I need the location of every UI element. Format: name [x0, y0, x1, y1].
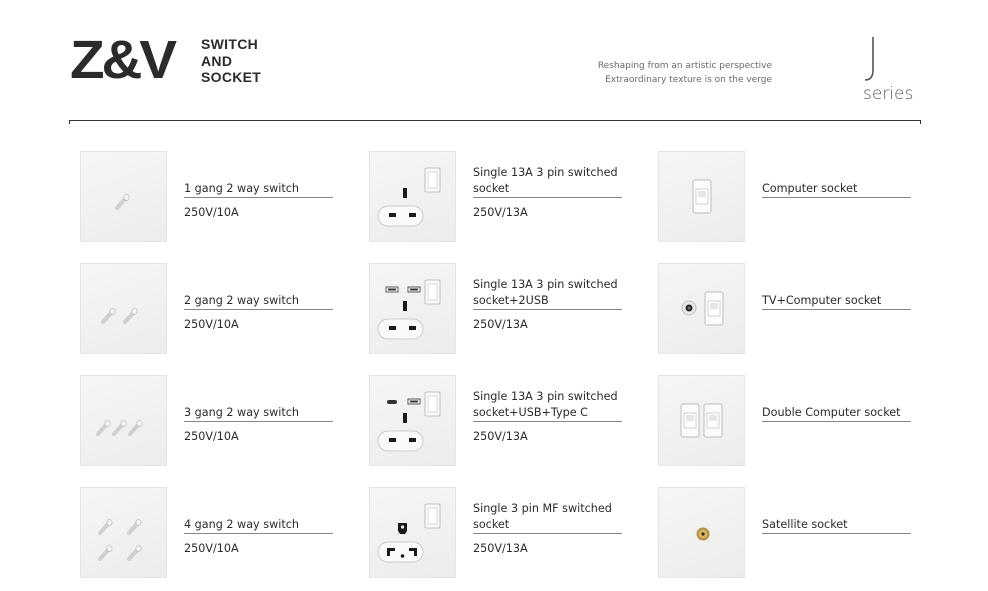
product-image — [658, 151, 745, 242]
tagline — [598, 59, 772, 87]
computer-socket-icon — [658, 151, 745, 242]
product-image — [658, 375, 745, 466]
brand-word: SOCKET — [201, 69, 262, 85]
product-item — [369, 263, 659, 375]
product-name: Satellite socket — [762, 518, 848, 531]
product-rating: 250V/13A — [473, 206, 528, 219]
product-divider — [762, 533, 911, 534]
product-divider — [762, 309, 911, 310]
product-image — [369, 487, 456, 578]
product-name: 2 gang 2 way switch — [184, 294, 299, 307]
product-name: Computer socket — [762, 182, 858, 195]
product-name: Single 13A 3 pin switched socket+USB+Type C — [473, 390, 618, 419]
product-divider — [473, 309, 622, 310]
product-divider — [762, 197, 911, 198]
toggle-switch-2-icon — [80, 263, 167, 354]
product-divider — [473, 421, 622, 422]
product-rating: 250V/13A — [473, 542, 528, 555]
product-name: Single 13A 3 pin switched socket — [473, 166, 618, 195]
product-divider — [184, 533, 333, 534]
product-rating: 250V/10A — [184, 206, 239, 219]
product-name: 1 gang 2 way switch — [184, 182, 299, 195]
product-item — [658, 151, 948, 263]
product-item — [80, 263, 370, 375]
product-image — [80, 375, 167, 466]
product-item — [80, 487, 370, 591]
product-name: Double Computer socket — [762, 406, 901, 419]
product-divider — [762, 421, 911, 422]
product-divider — [473, 533, 622, 534]
product-name: TV+Computer socket — [762, 294, 882, 307]
product-divider — [473, 197, 622, 198]
product-divider — [184, 197, 333, 198]
product-rating: 250V/10A — [184, 430, 239, 443]
header-divider — [69, 120, 921, 121]
product-rating: 250V/13A — [473, 318, 528, 331]
brand-mark: Z&V — [70, 30, 174, 90]
tagline-line: Extraordinary texture is on the verge — [605, 75, 772, 85]
j-letter-icon — [862, 36, 876, 82]
toggle-switch-3-icon — [80, 375, 167, 466]
uk-socket-2usb-icon — [369, 263, 456, 354]
product-name: Single 3 pin MF switched socket — [473, 502, 612, 531]
product-item — [658, 487, 948, 591]
product-column — [369, 151, 659, 591]
product-column — [658, 151, 948, 591]
product-name: 3 gang 2 way switch — [184, 406, 299, 419]
product-item — [369, 151, 659, 263]
multi-function-socket-icon — [369, 487, 456, 578]
product-item — [658, 263, 948, 375]
tagline-line: Reshaping from an artistic perspective — [597, 61, 772, 71]
uk-socket-icon — [369, 151, 456, 242]
product-image — [369, 375, 456, 466]
product-image — [80, 487, 167, 578]
brand-word: SWITCH — [201, 36, 259, 52]
satellite-socket-icon — [658, 487, 745, 578]
brand-word: AND — [201, 52, 233, 69]
product-rating: 250V/10A — [184, 318, 239, 331]
product-divider — [184, 309, 333, 310]
tv-computer-socket-icon — [658, 263, 745, 354]
product-item — [369, 487, 659, 591]
product-column — [80, 151, 370, 591]
double-computer-socket-icon — [658, 375, 745, 466]
product-rating: 250V/13A — [473, 430, 528, 443]
product-divider — [184, 421, 333, 422]
product-item — [658, 375, 948, 487]
product-image — [658, 263, 745, 354]
product-image — [369, 263, 456, 354]
product-item — [80, 375, 370, 487]
product-rating: 250V/10A — [184, 542, 239, 555]
product-name: 4 gang 2 way switch — [184, 518, 299, 531]
product-item — [80, 151, 370, 263]
toggle-switch-1-icon — [80, 151, 167, 242]
brand-words — [201, 36, 261, 86]
series-word: series — [863, 84, 914, 104]
brand-logo — [70, 30, 262, 90]
product-image — [369, 151, 456, 242]
toggle-switch-4-icon — [80, 487, 167, 578]
product-image — [80, 151, 167, 242]
product-name: Single 13A 3 pin switched socket+2USB — [473, 278, 618, 307]
uk-socket-usb-typec-icon — [369, 375, 456, 466]
product-image — [658, 487, 745, 578]
product-image — [80, 263, 167, 354]
product-item — [369, 375, 659, 487]
